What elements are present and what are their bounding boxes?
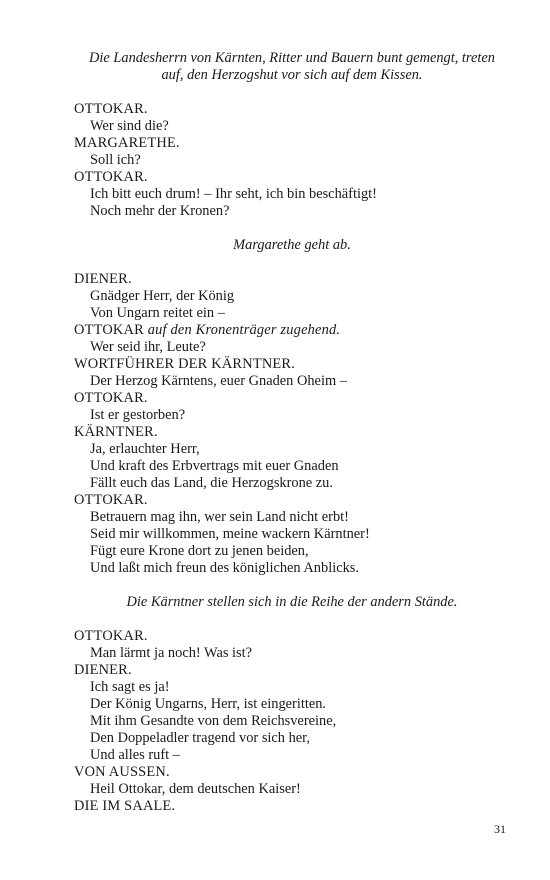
inline-direction: auf den Kronenträger zugehend. [147, 322, 341, 338]
verse-line: Und kraft des Erbvertrags mit euer Gnaden [90, 458, 339, 474]
speaker-with-direction [74, 322, 510, 339]
verse-line: Gnädger Herr, der König [90, 288, 235, 304]
verse-line: Soll ich? [90, 152, 141, 168]
verse-line: Von Ungarn reitet ein – [90, 305, 225, 321]
dialogue-block [74, 628, 510, 815]
verse-line: Wer sind die? [90, 118, 169, 134]
stage-direction: Die Landesherrn von Kärnten, Ritter und Bauern bunt gemengt, treten [89, 50, 495, 66]
dialogue-block [74, 101, 510, 220]
speaker-name: DIENER. [74, 271, 132, 287]
speaker-name: WORTFÜHRER DER KÄRNTNER. [74, 356, 295, 372]
speaker-name: OTTOKAR. [74, 492, 148, 508]
verse-line: Noch mehr der Kronen? [90, 203, 230, 219]
verse-line: Fügt eure Krone dort zu jenen beiden, [90, 543, 309, 559]
speaker-name: OTTOKAR. [74, 390, 148, 406]
speaker-name: KÄRNTNER. [74, 424, 158, 440]
verse-line: Der König Ungarns, Herr, ist eingeritten. [90, 696, 327, 712]
verse-line: Und alles ruft – [90, 747, 180, 763]
verse-line: Heil Ottokar, dem deutschen Kaiser! [90, 781, 301, 797]
stage-direction: Die Kärntner stellen sich in die Reihe der andern Stände. [126, 594, 458, 610]
verse-line: Ja, erlauchter Herr, [90, 441, 200, 457]
speaker-name: DIENER. [74, 662, 132, 678]
speaker-name: DIE IM SAALE. [74, 798, 176, 814]
verse-line: Man lärmt ja noch! Was ist? [90, 645, 253, 661]
verse-line: Betrauern mag ihn, wer sein Land nicht erbt! [90, 509, 349, 525]
verse-line: Fällt euch das Land, die Herzogskrone zu. [90, 475, 333, 491]
stage-direction: auf, den Herzogshut vor sich auf dem Kissen. [161, 67, 423, 83]
verse-line: Wer seid ihr, Leute? [90, 339, 206, 355]
speaker-name: OTTOKAR. [74, 169, 148, 185]
verse-line: Ich bitt euch drum! – Ihr seht, ich bin beschäftigt! [90, 186, 377, 202]
speaker-name: OTTOKAR. [74, 628, 148, 644]
drama-text [74, 50, 510, 815]
verse-line: Und laßt mich freun des königlichen Anblicks. [90, 560, 359, 576]
speaker-name: OTTOKAR. [74, 101, 148, 117]
page-number: 31 [494, 822, 506, 836]
speaker-name: MARGARETHE. [74, 135, 180, 151]
stage-direction: Margarethe geht ab. [233, 237, 351, 253]
speaker-name: OTTOKAR [74, 322, 144, 338]
verse-line: Seid mir willkommen, meine wackern Kärntner! [90, 526, 370, 542]
dialogue-block [74, 339, 510, 577]
verse-line: Mit ihm Gesandte von dem Reichsvereine, [90, 713, 337, 729]
verse-line: Der Herzog Kärntens, euer Gnaden Oheim – [90, 373, 347, 389]
verse-line: Ist er gestorben? [90, 407, 186, 423]
dialogue-block [74, 271, 510, 322]
speaker-name: VON AUSSEN. [74, 764, 170, 780]
verse-line: Den Doppeladler tragend vor sich her, [90, 730, 310, 746]
verse-line: Ich sagt es ja! [90, 679, 170, 695]
